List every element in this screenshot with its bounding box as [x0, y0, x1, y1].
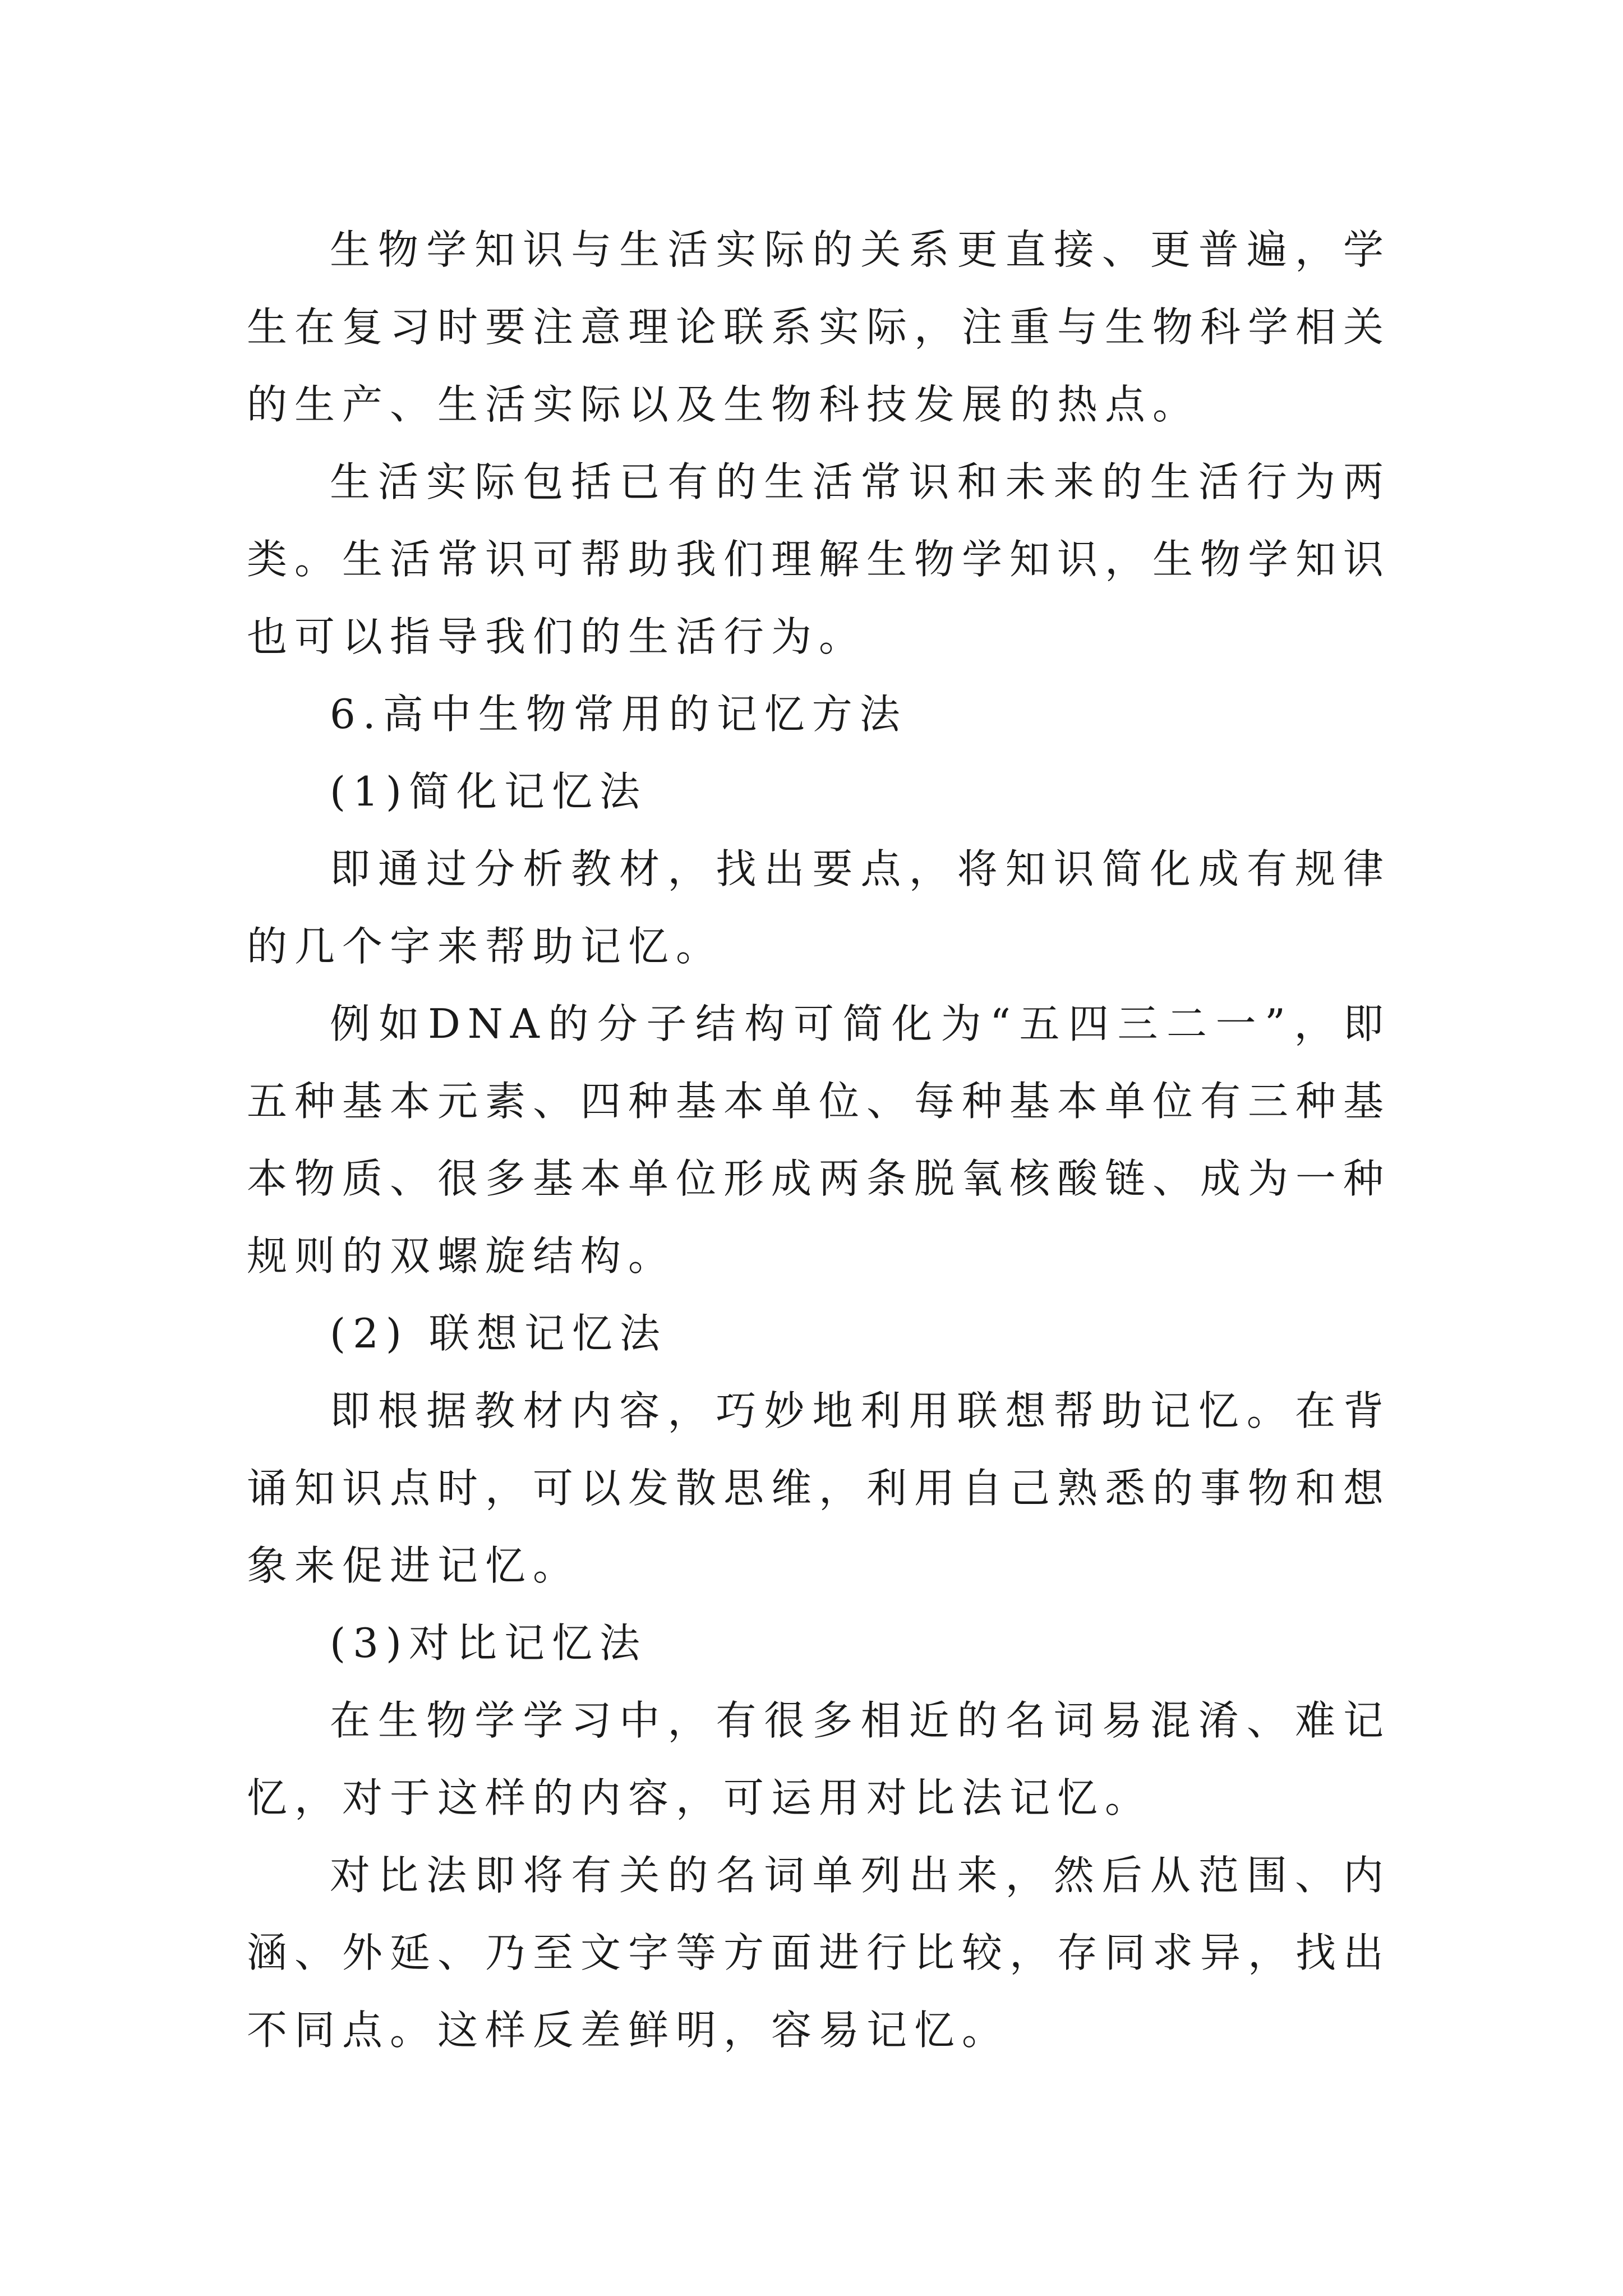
- paragraph-comparison-memory-desc: 对比法即将有关的名词单列出来，然后从范围、内涵、外延、乃至文字等方面进行比较，存同求异，找出不同点。这样反差鲜明，容易记忆。: [247, 1852, 1391, 2054]
- paragraph-simplified-memory-desc: 即通过分析教材，找出要点，将知识简化成有规律的几个字来帮助记忆。: [247, 845, 1391, 970]
- paragraph-life-relation: 生物学知识与生活实际的关系更直接、更普遍，学生在复习时要注意理论联系实际，注重与生物科学相关的生产、生活实际以及生物科技发展的热点。: [247, 226, 1391, 428]
- subheading-association-memory: (2) 联想记忆法: [330, 1310, 667, 1357]
- paragraph-comparison-memory-intro: 在生物学学习中，有很多相近的名词易混淆、难记忆，对于这样的内容，可运用对比法记忆。: [247, 1697, 1391, 1821]
- paragraph-dna-example: 例如DNA的分子结构可简化为“五四三二一”，即五种基本元素、四种基本单位、每种基本单位有三种基本物质、很多基本单位形成两条脱氧核酸链、成为一种规则的双螺旋结构。: [247, 1000, 1391, 1280]
- subheading-simplified-memory: (1)简化记忆法: [330, 768, 647, 815]
- subheading-comparison-memory: (3)对比记忆法: [330, 1619, 647, 1667]
- paragraph-association-memory-desc: 即根据教材内容，巧妙地利用联想帮助记忆。在背诵知识点时，可以发散思维，利用自己熟悉的事物和想象来促进记忆。: [247, 1387, 1391, 1589]
- section-heading-memory-methods: 6.高中生物常用的记忆方法: [330, 691, 907, 738]
- paragraph-life-practice: 生活实际包括已有的生活常识和未来的生活行为两类。生活常识可帮助我们理解生物学知识，生物学知识也可以指导我们的生活行为。: [247, 458, 1391, 660]
- document-body: [247, 211, 1391, 2069]
